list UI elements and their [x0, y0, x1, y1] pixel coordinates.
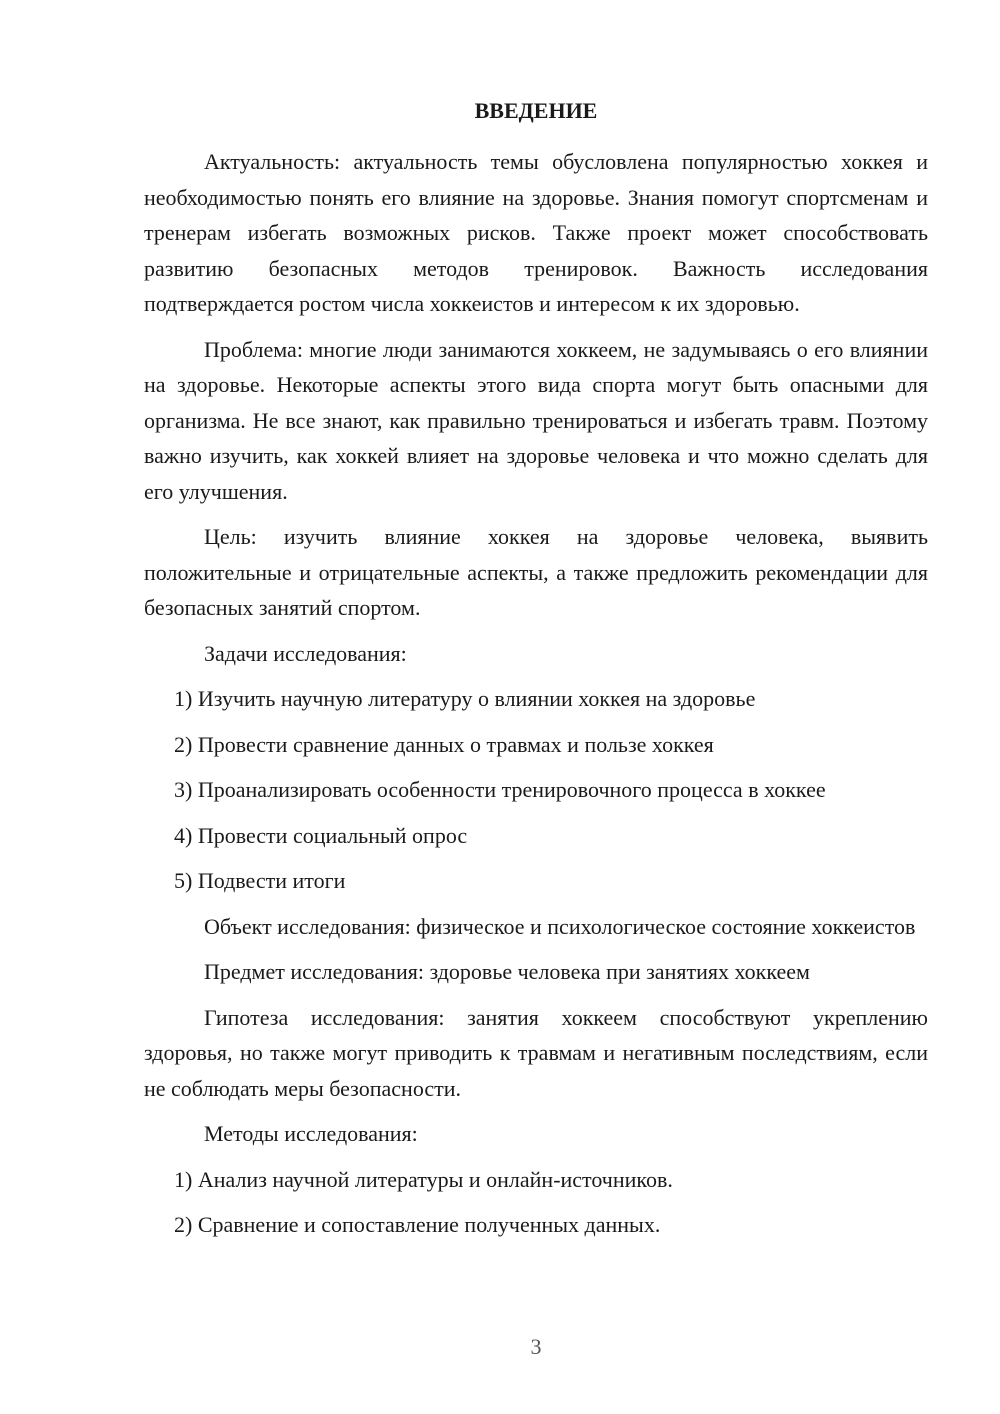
tasks-heading: Задачи исследования: — [204, 640, 407, 666]
list-item: 4) Провести социальный опрос — [174, 822, 468, 848]
document-page — [144, 96, 928, 1253]
methods-heading: Методы исследования: — [204, 1121, 418, 1146]
list-item: 1) Анализ научной литературы и онлайн-источников. — [174, 1166, 673, 1192]
list-item: 3) Проанализировать особенности тренировочного процесса в хоккее — [174, 777, 826, 802]
list-item: 2) Провести сравнение данных о травмах и пользе хоккея — [174, 731, 714, 757]
page-number: 3 — [530, 1334, 542, 1359]
list-item: 1) Изучить научную литературу о влиянии хоккея на здоровье — [174, 686, 756, 711]
hypothesis-paragraph: Гипотеза исследования: занятия хоккеем способствуют укреплению здоровья, но также могут приводить к травмам и негативным последствиям, если не соблюдать меры безопасности. — [144, 1004, 928, 1101]
page-title: ВВЕДЕНИЕ — [474, 98, 598, 123]
list-item: 5) Подвести итоги — [174, 868, 346, 893]
object-paragraph: Объект исследования: физическое и психологическое состояние хоккеистов — [204, 913, 916, 939]
actuality-paragraph: Актуальность: актуальность темы обусловлена популярностью хоккея и необходимостью понять его влияние на здоровье. Знания помогут спортсменам и тренерам избегать возможных рисков. Также проект может способствовать развитию безопасных методов тренировок. Важность исследования подтверждается ростом числа хоккеистов и интересом к их здоровью. — [144, 149, 928, 316]
problem-paragraph: Проблема: многие люди занимаются хоккеем, не задумываясь о его влиянии на здоровье. Некоторые аспекты этого вида спорта могут быть опасными для организма. Не все знают, как правильно тренироваться и избегать травм. Поэтому важно изучить, как хоккей влияет на здоровье человека и что можно сделать для его улучшения. — [144, 336, 928, 504]
goal-paragraph: Цель: изучить влияние хоккея на здоровье человека, выявить положительные и отрицательные аспекты, а также предложить рекомендации для безопасных занятий спортом. — [144, 524, 928, 620]
list-item: 2) Сравнение и сопоставление полученных данных. — [174, 1212, 661, 1237]
subject-paragraph: Предмет исследования: здоровье человека при занятиях хоккеем — [204, 959, 810, 984]
